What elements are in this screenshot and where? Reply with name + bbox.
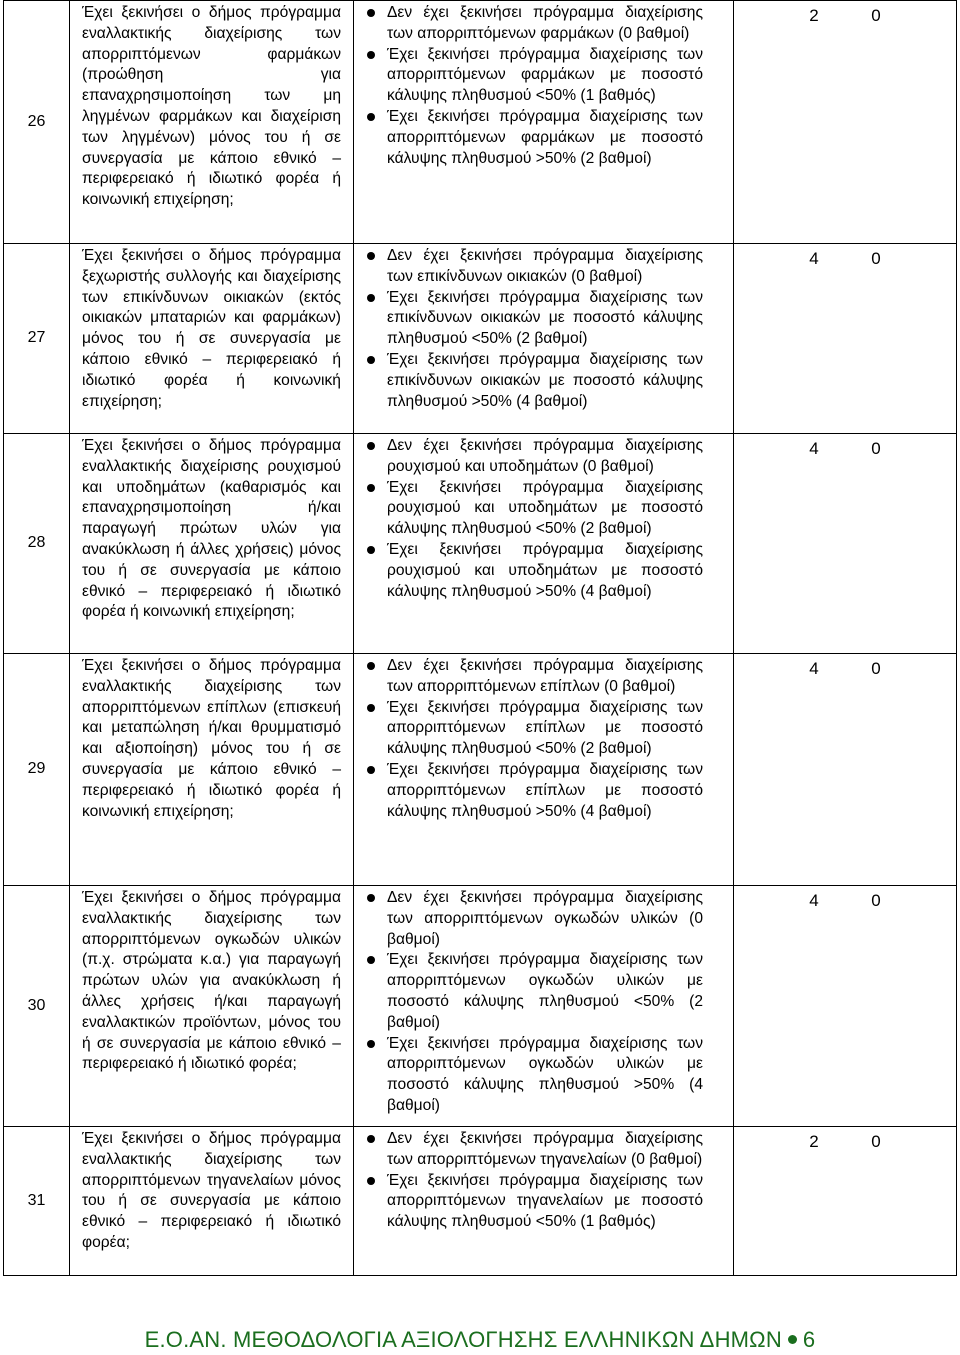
option-text: Δεν έχει ξεκινήσει πρόγραμμα διαχείρισης των επικίνδυνων οικιακών (0 βαθμοί) [387,247,703,285]
score-range [734,246,956,269]
page-number: 6 [802,1327,816,1352]
bullet-icon [367,766,375,774]
question-text: Έχει ξεκινήσει ο δήμος πρόγραμμα ξεχωριστής συλλογής και διαχείρισης των επικίνδυνων οικιακών (εκτός οικιακών μπαταριών και φαρμάκων) μόνος του ή σε συνεργασία με κάποιο εθνικό – περιφερειακό ή ιδιωτικό φορέα ή κοινωνική επιχείρηση; [82,247,341,410]
min-score: 0 [871,1132,881,1151]
min-score: 0 [871,439,881,458]
question-cell [70,654,354,886]
options-cell [354,434,734,654]
table-row [4,654,957,886]
score-cell [734,1127,957,1276]
list-item [362,656,703,698]
bullet-icon [367,1177,375,1185]
options-list [362,246,703,412]
score-cell [734,434,957,654]
row-number: 26 [4,1,70,244]
score-range [734,656,956,679]
options-cell [354,1127,734,1276]
evaluation-table [3,0,957,1276]
list-item [362,246,703,288]
bullet-icon [367,484,375,492]
option-text: Έχει ξεκινήσει πρόγραμμα διαχείρισης των απορριπτόμενων επίπλων με ποσοστό κάλυψης πληθυσμού >50% (4 βαθμοί) [387,760,703,820]
table-row [4,1127,957,1276]
question-cell [70,244,354,434]
options-cell [354,244,734,434]
option-text: Έχει ξεκινήσει πρόγραμμα διαχείρισης των επικίνδυνων οικιακών με ποσοστό κάλυψης πληθυσμού <50% (2 βαθμοί) [387,288,703,348]
list-item [362,3,703,45]
option-text: Έχει ξεκινήσει πρόγραμμα διαχείρισης των απορριπτόμενων τηγανελαίων με ποσοστό κάλυψης πληθυσμού <50% (1 βαθμός) [387,1171,703,1231]
bullet-icon [367,113,375,121]
bullet-icon [367,51,375,59]
question-text: Έχει ξεκινήσει ο δήμος πρόγραμμα εναλλακτικής διαχείρισης ρουχισμού και υποδημάτων (καθαρισμός και επαναχρησιμοποίηση ή/και παραγωγή πρώτων υλών για ανακύκλωση ή άλλες χρήσεις) μόνος του ή σε συνεργασία με κάποιο εθνικό – περιφερειακό ή ιδιωτικό φορέα ή κοινωνική επιχείρηση; [82,437,341,621]
bullet-icon [367,356,375,364]
bullet-icon [367,956,375,964]
row-number: 31 [4,1127,70,1276]
list-item [362,698,703,760]
min-score: 0 [871,6,881,25]
score-cell [734,244,957,434]
score-cell [734,886,957,1127]
question-text: Έχει ξεκινήσει ο δήμος πρόγραμμα εναλλακτικής διαχείρισης των απορριπτόμενων τηγανελαίων μόνος του ή σε συνεργασία με κάποιο εθνικό – περιφερειακό ή ιδιωτικό φορέα; [82,1130,341,1251]
max-score: 4 [809,249,819,268]
option-text: Έχει ξεκινήσει πρόγραμμα διαχείρισης των απορριπτόμενων φαρμάκων με ποσοστό κάλυψης πληθυσμού >50% (2 βαθμοί) [387,107,703,167]
max-score: 2 [809,1132,819,1151]
max-score: 4 [809,891,819,910]
score-cell [734,654,957,886]
options-list [362,436,703,602]
bullet-separator-icon [788,1335,797,1344]
option-text: Δεν έχει ξεκινήσει πρόγραμμα διαχείρισης των απορριπτόμενων ογκωδών υλικών (0 βαθμοί) [387,889,703,948]
footer-title: Ε.Ο.ΑΝ. ΜΕΘΟΔΟΛΟΓΙΑ ΑΞΙΟΛΟΓΗΣΗΣ ΕΛΛΗΝΙΚΩΝ ΔΗΜΩΝ [144,1327,782,1352]
list-item [362,350,703,412]
score-range [734,888,956,911]
table-row [4,1,957,244]
table-row [4,244,957,434]
option-text: Έχει ξεκινήσει πρόγραμμα διαχείρισης των απορριπτόμενων ογκωδών υλικών με ποσοστό κάλυψης πληθυσμού <50% (2 βαθμοί) [387,951,703,1031]
list-item [362,288,703,350]
option-text: Έχει ξεκινήσει πρόγραμμα διαχείρισης ρουχισμού και υποδημάτων με ποσοστό κάλυψης πληθυσμού >50% (4 βαθμοί) [387,540,703,600]
options-list [362,888,703,1117]
row-number: 27 [4,244,70,434]
score-cell [734,1,957,244]
list-item [362,1034,703,1117]
options-cell [354,654,734,886]
question-cell [70,1127,354,1276]
list-item [362,436,703,478]
bullet-icon [367,1135,375,1143]
bullet-icon [367,546,375,554]
bullet-icon [367,1040,375,1048]
option-text: Δεν έχει ξεκινήσει πρόγραμμα διαχείρισης ρουχισμού και υποδημάτων (0 βαθμοί) [387,437,703,475]
option-text: Έχει ξεκινήσει πρόγραμμα διαχείρισης των επικίνδυνων οικιακών με ποσοστό κάλυψης πληθυσμού >50% (4 βαθμοί) [387,350,703,410]
list-item [362,1129,703,1171]
question-text: Έχει ξεκινήσει ο δήμος πρόγραμμα εναλλακτικής διαχείρισης των απορριπτόμενων ογκωδών υλικών (π.χ. στρώματα κ.α.) για παραγωγή πρώτων υλών για ανακύκλωση ή άλλες χρήσεις ή/και παραγωγή εναλλακτικών προϊόντων, μόνος του ή σε συνεργασία με κάποιο εθνικό – περιφερειακό ή ιδιωτικό φορέα; [82,889,341,1073]
bullet-icon [367,9,375,17]
option-text: Δεν έχει ξεκινήσει πρόγραμμα διαχείρισης των απορριπτόμενων φαρμάκων (0 βαθμοί) [387,4,703,42]
options-list [362,656,703,822]
score-range [734,1129,956,1152]
bullet-icon [367,894,375,902]
question-text: Έχει ξεκινήσει ο δήμος πρόγραμμα εναλλακτικής διαχείρισης των απορριπτόμενων επίπλων (επισκευή και μεταπώληση ή/και θρυμματισμό και αξιοποίηση) μόνος του ή σε συνεργασία με κάποιο εθνικό – περιφερειακό ή ιδιωτικό φορέα ή κοινωνική επιχείρηση; [82,657,341,820]
list-item [362,478,703,540]
bullet-icon [367,252,375,260]
list-item [362,540,703,602]
option-text: Έχει ξεκινήσει πρόγραμμα διαχείρισης των απορριπτόμενων φαρμάκων με ποσοστό κάλυψης πληθυσμού <50% (1 βαθμός) [387,45,703,105]
min-score: 0 [871,249,881,268]
row-number: 28 [4,434,70,654]
options-cell [354,1,734,244]
bullet-icon [367,294,375,302]
bullet-icon [367,442,375,450]
max-score: 4 [809,439,819,458]
option-text: Δεν έχει ξεκινήσει πρόγραμμα διαχείρισης των απορριπτόμενων τηγανελαίων (0 βαθμοί) [387,1130,703,1168]
options-list [362,1129,703,1233]
list-item [362,760,703,822]
question-cell [70,434,354,654]
list-item [362,950,703,1033]
min-score: 0 [871,659,881,678]
table-row [4,434,957,654]
options-list [362,3,703,169]
question-text: Έχει ξεκινήσει ο δήμος πρόγραμμα εναλλακτικής διαχείρισης των απορριπτόμενων φαρμάκων (προώθηση για επαναχρησιμοποίηση των μη ληγμένων φαρμάκων και διαχείριση των ληγμένων) μόνος του ή σε συνεργασία με κάποιο εθνικό – περιφερειακό ή ιδιωτικό φορέα ή κοινωνική επιχείρηση; [82,4,341,209]
question-cell [70,886,354,1127]
row-number: 30 [4,886,70,1127]
page-footer [0,1325,960,1355]
max-score: 2 [809,6,819,25]
bullet-icon [367,704,375,712]
row-number: 29 [4,654,70,886]
bullet-icon [367,662,375,670]
option-text: Έχει ξεκινήσει πρόγραμμα διαχείρισης των απορριπτόμενων ογκωδών υλικών με ποσοστό κάλυψης πληθυσμού >50% (4 βαθμοί) [387,1034,703,1114]
list-item [362,888,703,950]
option-text: Έχει ξεκινήσει πρόγραμμα διαχείρισης των απορριπτόμενων επίπλων με ποσοστό κάλυψης πληθυσμού <50% (2 βαθμοί) [387,698,703,758]
max-score: 4 [809,659,819,678]
question-cell [70,1,354,244]
list-item [362,45,703,107]
list-item [362,1171,703,1233]
min-score: 0 [871,891,881,910]
table-body [4,1,957,1276]
table-row [4,886,957,1127]
list-item [362,107,703,169]
option-text: Δεν έχει ξεκινήσει πρόγραμμα διαχείρισης των απορριπτόμενων επίπλων (0 βαθμοί) [387,657,703,695]
option-text: Έχει ξεκινήσει πρόγραμμα διαχείρισης ρουχισμού και υποδημάτων με ποσοστό κάλυψης πληθυσμού <50% (2 βαθμοί) [387,478,703,538]
score-range [734,3,956,26]
options-cell [354,886,734,1127]
score-range [734,436,956,459]
